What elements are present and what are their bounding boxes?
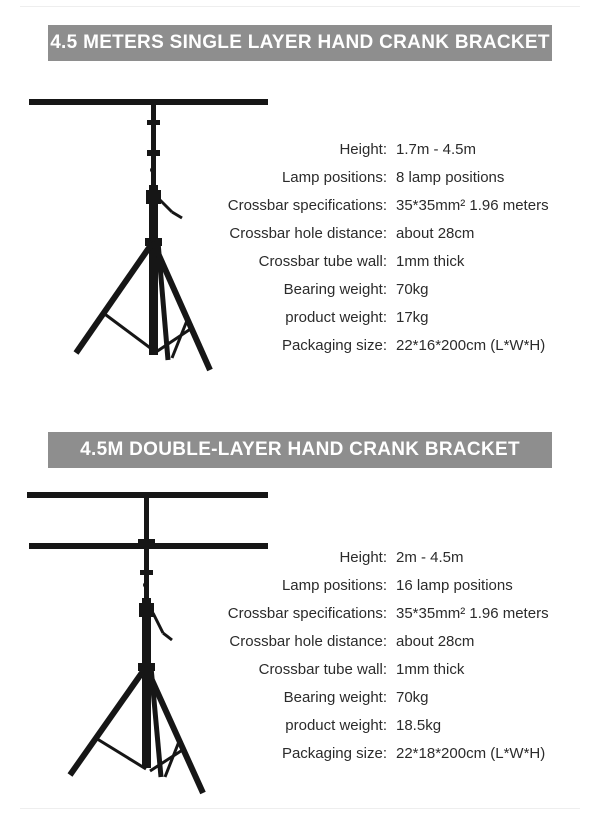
spec-value: 22*16*200cm (L*W*H) [396,337,546,354]
spec-value: 17kg [396,309,429,326]
section-title-banner [48,25,552,61]
spec-row-crossbar-tube-wall [200,661,600,681]
spec-label: Crossbar hole distance: [229,633,387,650]
top-divider [20,6,580,7]
spec-label: Packaging size: [281,337,387,354]
spec-row-height [200,141,600,161]
spec-value: about 28cm [396,225,475,242]
spec-row-lamp-positions [200,577,600,597]
spec-label: Packaging size: [281,745,387,762]
spec-value: 1mm thick [396,253,465,270]
section-title: 4.5M DOUBLE-LAYER HAND CRANK BRACKET [80,439,520,460]
spec-value: 18.5kg [396,717,442,734]
spec-row-crossbar-specifications [200,197,600,217]
spec-label: product weight: [285,717,387,734]
spec-value: 16 lamp positions [396,577,513,594]
bottom-divider [20,808,580,809]
spec-label: Bearing weight: [283,281,387,298]
spec-row-crossbar-hole-distance [200,225,600,245]
spec-value: 70kg [396,689,429,706]
spec-value: 35*35mm² 1.96 meters [396,197,549,214]
spec-row-packaging-size [200,745,600,765]
section-title: 4.5 METERS SINGLE LAYER HAND CRANK BRACKET [50,32,550,53]
spec-value: 70kg [396,281,429,298]
spec-value: 2m - 4.5m [396,549,464,566]
spec-row-crossbar-hole-distance [200,633,600,653]
spec-value: 22*18*200cm (L*W*H) [396,745,546,762]
spec-value: 1.7m - 4.5m [396,141,477,158]
spec-row-packaging-size [200,337,600,357]
spec-label: Lamp positions: [281,169,387,186]
spec-row-bearing-weight [200,281,600,301]
spec-label: Lamp positions: [281,577,387,594]
spec-label: Crossbar tube wall: [258,253,387,270]
spec-label: product weight: [285,309,387,326]
spec-label: Bearing weight: [283,689,387,706]
spec-row-product-weight [200,309,600,329]
spec-row-lamp-positions [200,169,600,189]
spec-label: Height: [339,549,387,566]
spec-row-product-weight [200,717,600,737]
spec-row-height [200,549,600,569]
spec-label: Crossbar tube wall: [258,661,387,678]
spec-row-bearing-weight [200,689,600,709]
spec-value: 8 lamp positions [396,169,505,186]
spec-value: about 28cm [396,633,475,650]
spec-label: Crossbar specifications: [227,197,387,214]
spec-label: Height: [339,141,387,158]
spec-row-crossbar-tube-wall [200,253,600,273]
section-title-banner [48,432,552,468]
spec-row-crossbar-specifications [200,605,600,625]
spec-label: Crossbar hole distance: [229,225,387,242]
spec-label: Crossbar specifications: [227,605,387,622]
spec-value: 35*35mm² 1.96 meters [396,605,549,622]
spec-value: 1mm thick [396,661,465,678]
